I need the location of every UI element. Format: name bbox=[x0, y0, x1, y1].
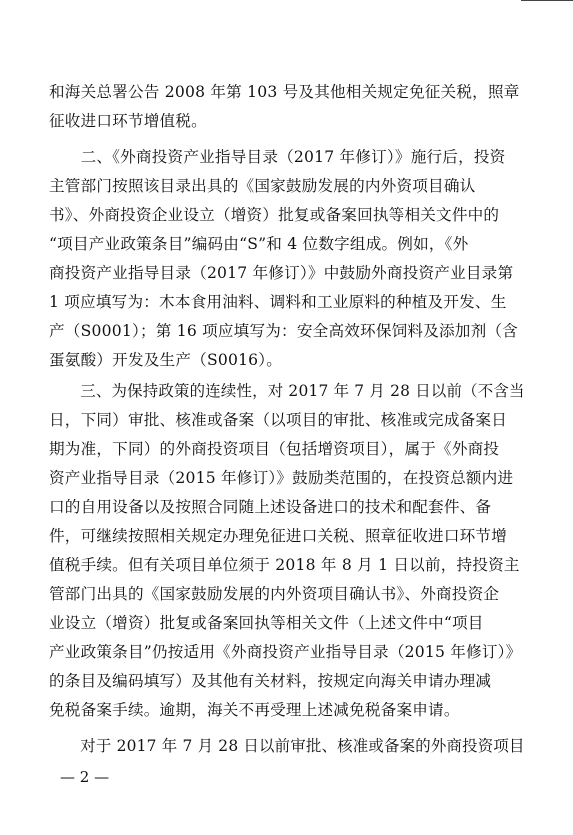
page-number: — 2 — bbox=[60, 768, 110, 786]
text-line: 对于 2017 年 7 月 28 日以前审批、核准或备案的外商投资项目 bbox=[49, 737, 525, 755]
text-line: 主管部门按照该目录出具的《国家鼓励发展的内外资项目确认 bbox=[49, 177, 476, 195]
text-line: 书》、外商投资企业设立（增资）批复或备案回执等相关文件中的 bbox=[49, 206, 500, 224]
text-line: 业设立（增资）批复或备案回执等相关文件（上述文件中“项目 bbox=[49, 614, 484, 632]
text-line: 值税手续。但有关项目单位须于 2018 年 8 月 1 日以前，持投资主 bbox=[49, 556, 520, 574]
text-line: 产业政策条目”仍按适用《外商投资产业指导目录（2015 年修订）》 bbox=[49, 643, 522, 661]
text-line: 商投资产业指导目录（2017 年修订）》中鼓励外商投资产业目录第 bbox=[49, 264, 514, 282]
text-line: “项目产业政策条目”编码由“S”和 4 位数字组成。例如，《外 bbox=[49, 235, 469, 253]
text-line: 日，下同）审批、核准或备案（以项目的审批、核准或完成备案日 bbox=[49, 411, 508, 429]
top-right-rule bbox=[521, 0, 573, 1]
text-line: 免税备案手续。逾期，海关不再受理上述减免税备案申请。 bbox=[49, 701, 460, 719]
text-line: 三、为保持政策的连续性，对 2017 年 7 月 28 日以前（不含当 bbox=[49, 382, 525, 400]
text-line: 件，可继续按照相关规定办理免征进口关税、照章征收进口环节增 bbox=[49, 527, 508, 545]
text-line: 蛋氨酸）开发及生产（S0016）。 bbox=[49, 351, 283, 369]
text-line: 产（S0001）；第 16 项应填写为：安全高效环保饲料及添加剂（含 bbox=[49, 322, 518, 340]
text-line: 二、《外商投资产业指导目录（2017 年修订）》施行后，投资 bbox=[49, 148, 506, 166]
text-line: 1 项应填写为：木本食用油料、调料和工业原料的种植及开发、生 bbox=[49, 293, 507, 311]
text-line: 资产业指导目录（2015 年修订）》鼓励类范围的，在投资总额内进 bbox=[49, 469, 514, 487]
text-line: 征收进口环节增值税。 bbox=[49, 112, 207, 130]
text-line: 期为准，下同）的外商投资项目（包括增资项目），属于《外商投 bbox=[49, 440, 500, 458]
text-line: 的条目及编码填写）及其他有关材料，按规定向海关申请办理减 bbox=[49, 672, 492, 690]
text-line: 口的自用设备以及按照合同随上述设备进口的技术和配套件、备 bbox=[49, 498, 492, 516]
text-line: 管部门出具的《国家鼓励发展的内外资项目确认书》、外商投资企 bbox=[49, 585, 500, 603]
text-line: 和海关总署公告 2008 年第 103 号及其他相关规定免征关税，照章 bbox=[49, 83, 520, 101]
